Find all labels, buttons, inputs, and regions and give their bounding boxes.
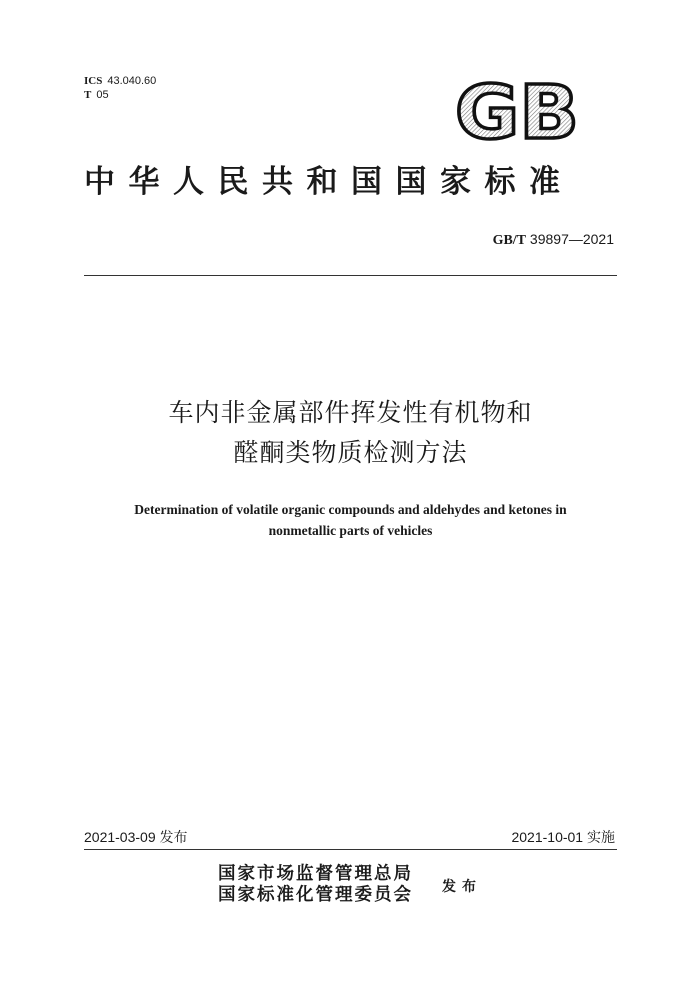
- english-title-line-1: Determination of volatile organic compounds and aldehydes and ketones in: [134, 502, 567, 517]
- ics-value: 43.040.60: [107, 75, 157, 87]
- header-divider: [84, 275, 617, 276]
- standard-number-prefix: GB/T: [492, 233, 527, 248]
- issuer-samr: 国家市场监督管理总局: [218, 864, 413, 884]
- classification-codes: [84, 74, 156, 102]
- standard-number: [493, 231, 614, 249]
- issuing-authorities: [218, 864, 413, 906]
- publish-date: 2021-03-09 发布: [84, 829, 188, 845]
- gb-logo-text: GB: [455, 80, 579, 146]
- issuer-sac: 国家标准化管理委员会: [218, 885, 413, 905]
- chinese-title: [84, 393, 617, 473]
- gb-logo: [452, 80, 582, 146]
- class-key: T: [84, 89, 92, 101]
- effective-date: 2021-10-01 实施: [511, 829, 615, 845]
- footer-divider: [84, 849, 617, 850]
- class-code-line: [84, 88, 156, 102]
- chinese-title-line-1: 车内非金属部件挥发性有机物和: [168, 398, 533, 427]
- english-title-line-2: nonmetallic parts of vehicles: [268, 523, 433, 538]
- organization-title: 中华人民共和国国家标准: [84, 164, 574, 200]
- ics-code-line: [84, 74, 156, 88]
- chinese-title-line-2: 醛酮类物质检测方法: [233, 438, 468, 467]
- issue-label: 发布: [442, 879, 482, 895]
- class-value: 05: [96, 89, 109, 101]
- standard-number-value: 39897—2021: [529, 231, 614, 247]
- ics-key: ICS: [84, 75, 103, 87]
- english-title: [84, 499, 617, 541]
